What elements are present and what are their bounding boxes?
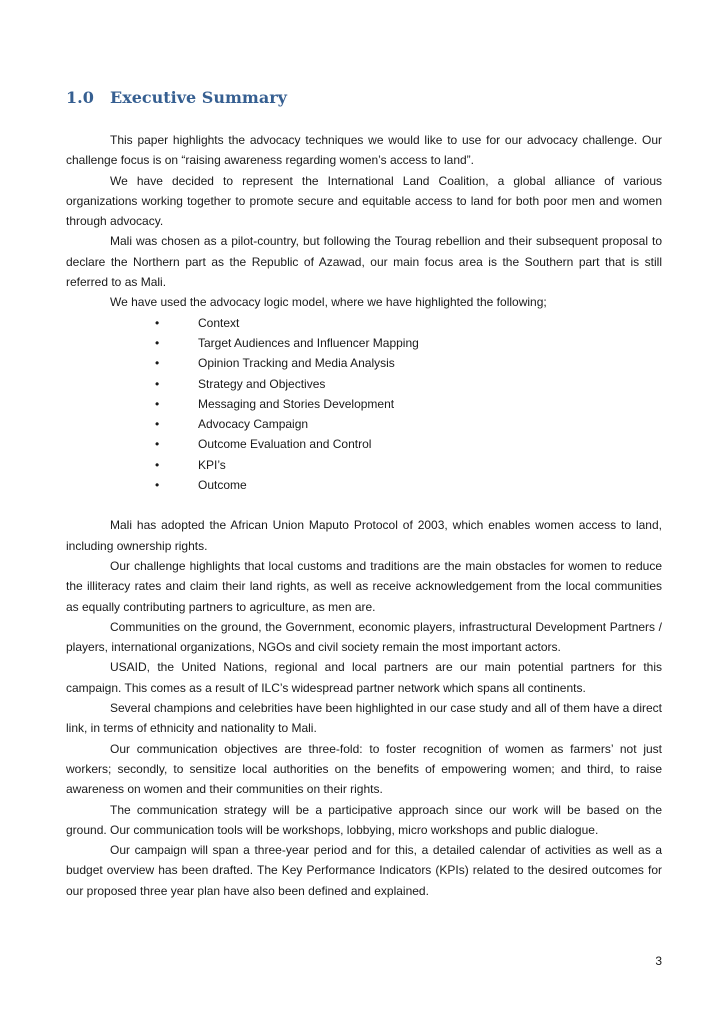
list-item: [66, 414, 662, 434]
list-item-text: KPI’s: [198, 457, 226, 472]
bullet-icon: •: [155, 396, 160, 411]
bullet-icon: •: [155, 417, 160, 432]
list-item: [66, 374, 662, 394]
bullet-icon: •: [155, 356, 160, 371]
paragraph-intro-topic: This paper highlights the advocacy techniques we would like to use for our advocacy challenge. Our challenge focus is on “raising awareness regarding women’s access to land”.: [66, 133, 662, 168]
bullet-icon: •: [155, 437, 160, 452]
list-item: [66, 475, 662, 495]
logic-model-list: [66, 313, 662, 496]
list-item: [66, 455, 662, 475]
list-item-text: Advocacy Campaign: [198, 417, 309, 432]
section-heading: [66, 88, 287, 107]
paragraph-champions: Several champions and celebrities have been highlighted in our case study and all of them have a direct link, in terms of ethnicity and nationality to Mali.: [66, 701, 662, 736]
list-item-text: Context: [198, 315, 240, 330]
document-body: [66, 130, 662, 901]
list-item: [66, 434, 662, 454]
paragraph-objectives: Our communication objectives are three-fold: to foster recognition of women as farmers’ not just workers; secondly, to sensitize local authorities on the benefits of empowering women; and third, to raise awareness on women and their communities on their rights.: [66, 741, 662, 797]
list-item: [66, 313, 662, 333]
list-item-text: Outcome: [198, 478, 247, 493]
paragraph-maputo-protocol: Mali has adopted the African Union Maputo Protocol of 2003, which enables women access to land, including ownership rights.: [66, 518, 662, 553]
paragraph-actors: Communities on the ground, the Government, economic players, infrastructural Development Partners / players, international organizations, NGOs and civil society remain the most important actors.: [66, 619, 662, 655]
paragraph-campaign: Our campaign will span a three-year period and for this, a detailed calendar of activities as well as a budget overview has been drafted. The Key Performance Indicators (KPIs) related to the desired outcomes for our proposed three year plan have also been defined and explained.: [66, 843, 662, 898]
bullet-icon: •: [155, 335, 160, 350]
bullet-icon: •: [155, 478, 160, 493]
list-item: [66, 353, 662, 373]
page-number: 3: [655, 954, 662, 968]
list-item: [66, 394, 662, 414]
list-item-text: Outcome Evaluation and Control: [198, 437, 372, 452]
paragraph-logic-model: We have used the advocacy logic model, where we have highlighted the following;: [110, 295, 547, 310]
blank-line: [66, 495, 662, 515]
list-item-text: Target Audiences and Influencer Mapping: [198, 335, 419, 350]
list-item-text: Messaging and Stories Development: [198, 396, 395, 411]
bullet-icon: •: [155, 376, 160, 391]
paragraph-strategy: The communication strategy will be a participative approach since our work will be based on the ground. Our communication tools will be workshops, lobbying, micro workshops and public dialogue.: [66, 802, 662, 837]
paragraph-ilc: We have decided to represent the International Land Coalition, a global alliance of various organizations working together to promote secure and equitable access to land for both poor men and women through advocacy.: [66, 173, 662, 229]
list-item-text: Opinion Tracking and Media Analysis: [198, 356, 395, 371]
section-title: Executive Summary: [110, 88, 287, 107]
paragraph-partners: USAID, the United Nations, regional and local partners are our main potential partners for this campaign. This comes as a result of ILC’s widespread partner network which spans all continents.: [66, 660, 662, 695]
list-item: [66, 333, 662, 353]
bullet-icon: •: [155, 315, 160, 330]
bullet-icon: •: [155, 457, 160, 472]
paragraph-challenge: Our challenge highlights that local customs and traditions are the main obstacles for women to reduce the illiteracy rates and claim their land rights, as well as receive acknowledgement from the local communities as equally contributing partners to agriculture, as men are.: [66, 558, 662, 614]
list-item-text: Strategy and Objectives: [198, 376, 326, 391]
section-number: 1.0: [66, 88, 94, 107]
paragraph-mali-pilot: Mali was chosen as a pilot-country, but following the Tourag rebellion and their subsequent proposal to declare the Northern part as the Republic of Azawad, our main focus area is the Southern part that is still referred to as Mali.: [66, 234, 662, 290]
